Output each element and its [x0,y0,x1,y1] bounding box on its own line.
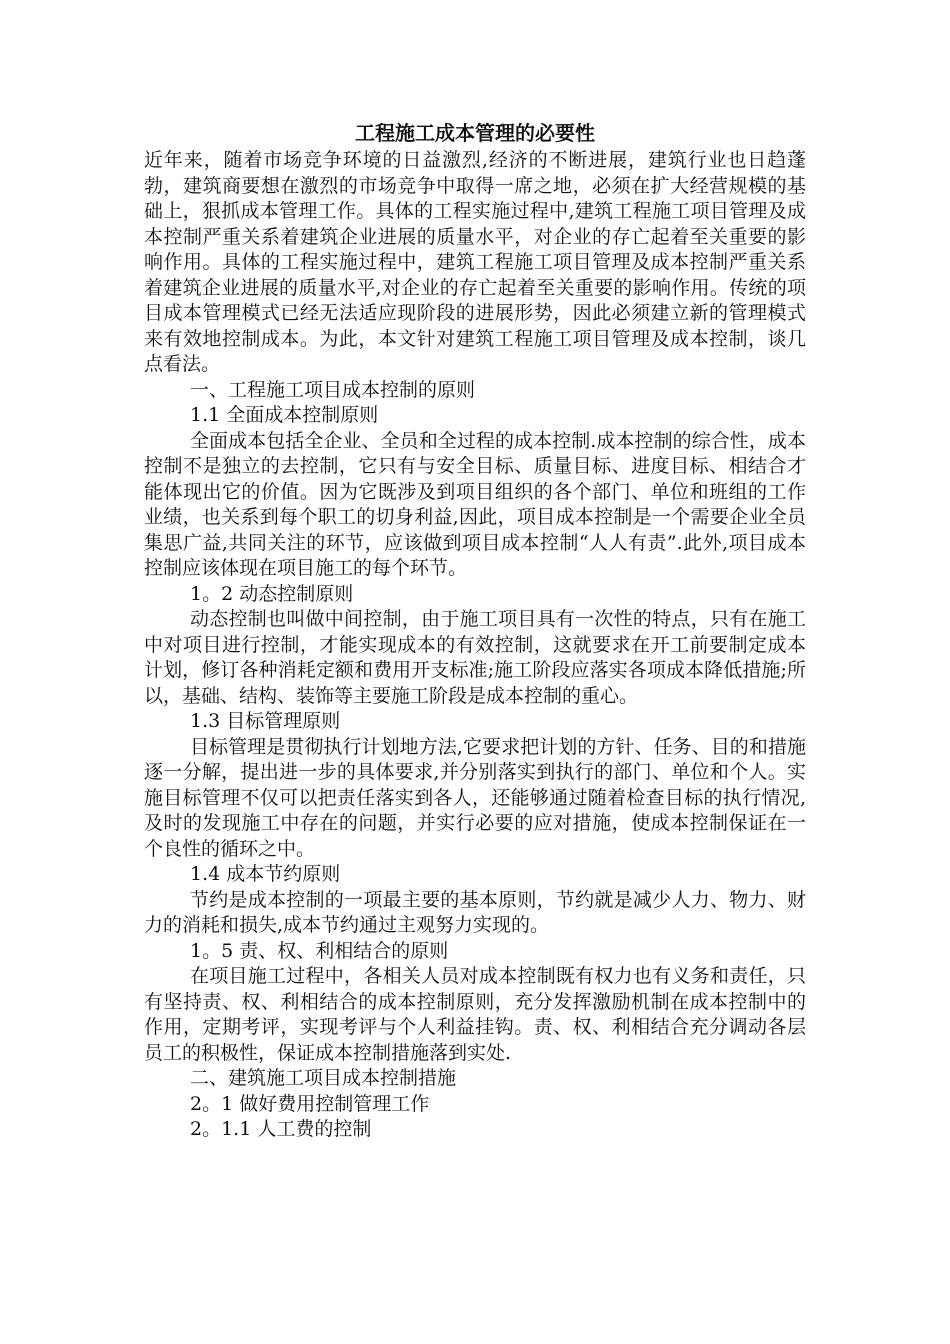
subsection-heading-1-1: 1.1 全面成本控制原则 [190,404,379,426]
document-page [144,118,806,1143]
section-heading-1: 一、工程施工项目成本控制的原则 [190,378,476,401]
subsection-heading-1-3: 1.3 目标管理原则 [190,710,341,732]
paragraph-1-1: 全面成本包括全企业、全员和全过程的成本控制.成本控制的综合性，成本控制不是独立的去控制，它只有与安全目标、质量目标、进度目标、相结合才能体现出它的价值。因为它既涉及到项目组织的各个部门、单位和班组的工作业绩，也关系到每个职工的切身利益,因此，项目成本控制是一个需要企业全员集思广益,共同关注的环节，应该做到项目成本控制“人人有责”.此外,项目成本控制应该体现在项目施工的每个环节。 [144,429,806,579]
subsection-heading-1-2: 1。2 动态控制原则 [190,582,354,605]
subsection-heading-1-5: 1。5 责、权、利相结合的原则 [190,939,449,962]
subsection-heading-2-1-1: 2。1.1 人工费的控制 [190,1118,372,1140]
intro-paragraph: 近年来，随着市场竞争环境的日益激烈,经济的不断进展，建筑行业也日趋蓬勃，建筑商要想在激烈的市场竞争中取得一席之地，必须在扩大经营规模的基础上，狠抓成本管理工作。具体的工程实施过程中,建筑工程施工项目管理及成本控制严重关系着建筑企业进展的质量水平，对企业的存亡起着至关重要的影响作用。具体的工程实施过程中，建筑工程施工项目管理及成本控制严重关系着建筑企业进展的质量水平,对企业的存亡起着至关重要的影响作用。传统的项目成本管理模式已经无法适应现阶段的进展形势，因此必须建立新的管理模式来有效地控制成本。为此，本文针对建筑工程施工项目管理及成本控制，谈几点看法。 [144,149,806,375]
paragraph-1-4: 节约是成本控制的一项最主要的基本原则，节约就是减少人力、物力、财力的消耗和损失,成本节约通过主观努力实现的。 [144,888,806,936]
paragraph-1-3: 目标管理是贯彻执行计划地方法,它要求把计划的方针、任务、目的和措施逐一分解，提出进一步的具体要求,并分别落实到执行的部门、单位和个人。实施目标管理不仅可以把责任落实到各人，还能够通过随着检查目标的执行情况,及时的发现施工中存在的问题，并实行必要的应对措施，使成本控制保证在一个良性的循环之中。 [144,735,806,860]
section-heading-2: 二、建筑施工项目成本控制措施 [190,1067,457,1089]
document-title: 工程施工成本管理的必要性 [355,121,595,145]
paragraph-1-2: 动态控制也叫做中间控制，由于施工项目具有一次性的特点，只有在施工中对项目进行控制，才能实现成本的有效控制，这就要求在开工前要制定成本计划，修订各种消耗定额和费用开支标准;施工阶段应落实各项成本降低措施;所以，基础、结构、装饰等主要施工阶段是成本控制的重心。 [144,608,806,707]
subsection-heading-1-4: 1.4 成本节约原则 [190,863,341,885]
subsection-heading-2-1: 2。1 做好费用控制管理工作 [190,1092,430,1115]
paragraph-1-5: 在项目施工过程中，各相关人员对成本控制既有权力也有义务和责任，只有坚持责、权、利相结合的成本控制原则，充分发挥激励机制在成本控制中的作用，定期考评，实现考评与个人利益挂钩。责、权、利相结合充分调动各层员工的积极性，保证成本控制措施落到实处. [144,965,806,1064]
